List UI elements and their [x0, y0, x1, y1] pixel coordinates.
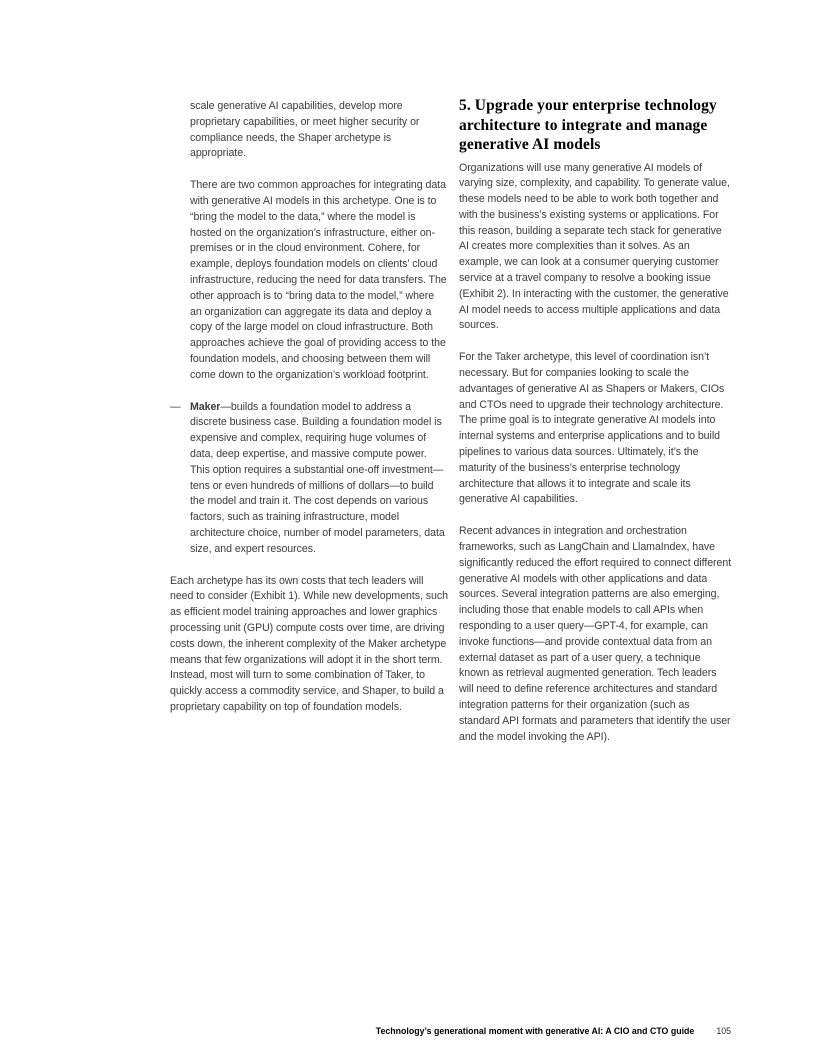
list-item-maker [170, 400, 448, 558]
section-heading: 5. Upgrade your enterprise technology architecture to integrate and manage generative AI models [459, 97, 717, 153]
bullet-term: Maker [190, 400, 221, 413]
bullet-text: —builds a foundation model to address a discrete business case. Building a foundation model is expensive and complex, requiring huge volumes of data, deep expertise, and massive compute power. This option requires a substantial one-off investment—tens or even hundreds of millions of dollars—to build the model and train it. The cost depends on various factors, such as training infrastructure, model architecture choice, number of model parameters, data size, and expert resources. [190, 400, 445, 555]
right-column [459, 96, 733, 761]
paragraph-shaper-approaches: There are two common approaches for integrating data with generative AI models in this archetype. One is to “bring the model to the data,” where the model is hosted on the organization’s infrastructure, either on-premises or in the cloud environment. Cohere, for example, deploys foundation models on clients’ cloud infrastructure, reducing the need for data transfers. The other approach is to “bring data to the model,” where an organization can aggregate its data and deploy a copy of the large model on cloud infrastructure. Both approaches achieve the goal of providing access to the foundation models, and choosing between them will come down to the organization’s workload footprint. [190, 179, 447, 381]
page-number: 105 [716, 1026, 731, 1036]
paragraph-integration-frameworks: Recent advances in integration and orchestration frameworks, such as LangChain and LlamaIndex, have significantly reduced the effort required to connect different generative AI models with other applications and data sources. Several integration patterns are also emerging, including those that enable models to call APIs when responding to a user query—GPT-4, for example, can invoke functions—and provide contextual data from an external dataset as part of a user query, a technique known as retrieval augmented generation. Tech leaders will need to define reference architectures and standard integration patterns for their organization (such as standard API formats and parameters that identify the user and the model invoking the API). [459, 525, 732, 743]
page-footer [0, 1025, 731, 1037]
footer-document-title: Technology’s generational moment with generative AI: A CIO and CTO guide [375, 1026, 695, 1036]
left-column [170, 99, 448, 732]
bullet-paragraph [190, 400, 448, 558]
bullet-dash: — [170, 400, 181, 413]
paragraph-shaper-continuation: scale generative AI capabilities, develop more proprietary capabilities, or meet higher security or compliance needs, the Shaper archetype is appropriate. [190, 100, 420, 160]
paragraph-archetype-costs: Each archetype has its own costs that tech leaders will need to consider (Exhibit 1). While new developments, such as efficient model training approaches and lower graphics processing unit (GPU) compute costs over time, are driving costs down, the inherent complexity of the Maker archetype means that few organizations will adopt it in the short term. Instead, most will turn to some combination of Taker, to quickly access a commodity service, and Shaper, to build a proprietary capability on top of foundation models. [170, 574, 448, 713]
paragraph-taker-coordination: For the Taker archetype, this level of coordination isn’t necessary. But for companies looking to scale the advantages of generative AI as Shapers or Makers, CIOs and CTOs need to upgrade their technology architecture. The prime goal is to integrate generative AI models into internal systems and enterprise applications and to build pipelines to various data sources. Ultimately, it’s the maturity of the business’s enterprise technology architecture that allows it to integrate and scale its generative AI capabilities. [459, 351, 725, 506]
paragraph-many-models: Organizations will use many generative AI models of varying size, complexity, and capability. To generate value, these models need to be able to work both together and with the business’s existing systems or applications. For this reason, building a separate tech stack for generative AI creates more complexities than it solves. As an example, we can look at a consumer querying customer service at a travel company to resolve a booking issue (Exhibit 2). In interacting with the customer, the generative AI model needs to access multiple applications and data sources. [459, 161, 730, 332]
